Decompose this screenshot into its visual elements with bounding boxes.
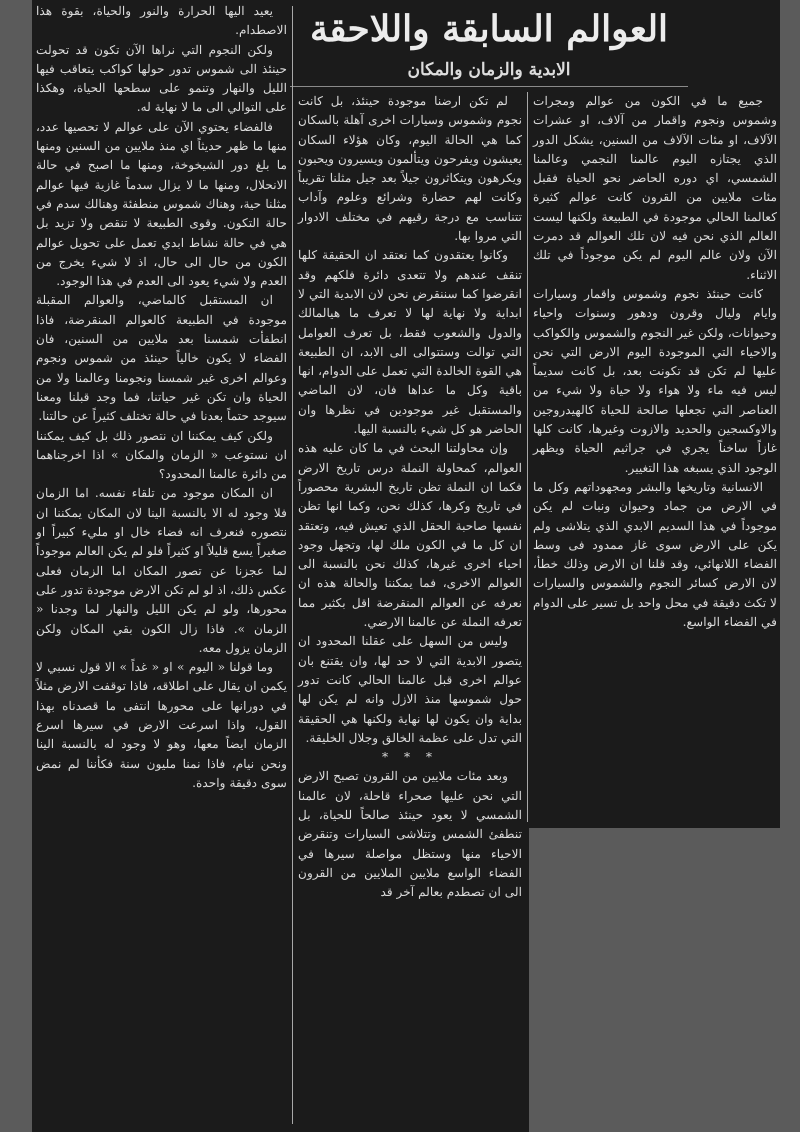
article-column-right	[533, 92, 777, 822]
headline-rule	[290, 86, 688, 87]
article-headline: العوالم السابقة واللاحقة	[309, 8, 669, 50]
paragraph: وكانوا يعتقدون كما نعتقد ان الحقيقة كلها تنقف عندهم ولا تتعدى دائرة فلكهم وقد انقرضوا كما سننقرض نحن لان الابدية التي لا ابداية ولا نهاية لها لا تعرف ما هيالمالك والدول والشعوب فقط، بل تعرف العوامل التي توالت وستتوالى الى الابد، ان الطبيعة هي القوة الخالدة التي تعمل على الدوام، انها باقية وكل ما عداها فان، لان الماضي والمستقبل غير موجودين في نظرها وان الحاضر هو كل شيء بالنسبة اليها.	[298, 248, 522, 437]
paragraph: يعيد اليها الحرارة والنور والحياة، بقوة هذا الاصطدام.	[36, 4, 287, 38]
paragraph: كانت حينئذ نجوم وشموس واقمار وسيارات وايام وليال وقرون ودهور وسنوات واحياء وحيوانات، ولكن غير النجوم والشموس والكواكب والاحياء التي الموجودة اليوم الارض التي نحن عليها لم تكن قد تكونت بعد، بل كانت سديماً ليس فيه ماء ولا هواء ولا حياة ولا شيء من العناصر التي تجعلها صالحة للحياة كالهيدروجين والاوكسجين والحديد والازوت وغيرها، كانت كلها غازاً ساخناً يجري في جراثيم الحياة ويظهر الوجود الذي يسبغه هذا التغيير.	[533, 286, 777, 475]
paragraph: وبعد مئات ملايين من القرون تصبح الارض التي نحن عليها صحراء قاحلة، لان عالمنا الشمسي لا يعود حينئذ صالحاً للحياة، بل تنطفئ الشمس وتتلاشى السيارات وتنقرض الاحياء منها وستظل مواصلة سيرها في الفضاء الواسع ملايين الملايين من القرون الى ان تصطدم بعالم آخر قد	[298, 769, 522, 900]
paragraph: الانسانية وتاريخها والبشر ومجهوداتهم وكل ما في الارض من جماد وحيوان ونبات لم يكن موجوداً في هذا السديم الابدي الذي يتلاشى ولم يكن على الارض سوى غاز ممدود فى وسط الفضاء اللانهائي، وقد قلنا ان الارض وذلك خطأ، لان الارض كسائر النجوم والشموس والسيارات لا تكث دقيقة في محل واحد بل تسير على الدوام في الفضاء الواسع.	[533, 479, 777, 630]
paragraph: ولكن كيف يمكننا ان نتصور ذلك بل كيف يمكننا ان نستوعب « الزمان والمكان » اذا اخرجناهما من دائرة عالمنا المحدود؟	[36, 428, 287, 482]
paragraph: ولكن النجوم التي نراها الآن تكون قد تحولت حينئذ الى شموس تدور حولها كواكب يتعاقب فيها الليل والنهار وتنمو على سطحها الحياة، وهكذا على التوالي الى ما لا نهاية له.	[36, 42, 287, 115]
article-column-middle	[298, 92, 522, 1124]
column-divider-right	[527, 92, 528, 822]
paragraph: جميع ما في الكون من عوالم ومجرات وشموس ونجوم واقمار من آلاف، او عشرات الآلاف، او مئات الآلاف من السنين، يشكل الدور الذي يجتازه اليوم عالمنا النجمي وعالمنا الشمسي، اي دوره الحاضر نحو الحياة فقبل مئات ملايين من القرون كانت عوالم كثيرة كعالمنا الحالي موجودة في الطبيعة ولكنها ليست العالم الذي نحن فيه لان تلك العوالم قد دمرت الآن ولان عالم اليوم لم يكن موجوداً في تلك الاثناء.	[533, 94, 777, 282]
paragraph: فالفضاء يحتوي الآن على عوالم لا تحصيها عدد، منها ما ظهر حديثاً اي منذ ملايين من السنين ومنها ما بلغ دور الشيخوخة، ومنها ما اصبح في حالة الانحلال، ومنها ما لا يزال سدماً غازية فيها عوالم مثلنا حية، وهناك شموس منطفئة وهنالك سدم في حالة التكون. وقوى الطبيعة لا تنقص ولا تزيد بل هي في حالة نشاط ابدي تعمل على تحويل عوالم الكون من حال الى حال، اذ لا شيء يخرج من العدم ولا شيء يعود الى العدم في هذا الوجود.	[36, 119, 287, 289]
paragraph: وإن محاولتنا البحث في ما كان عليه هذه العوالم، كمحاولة النملة درس تاريخ الارض فكما ان النملة تظن تاريخ البشرية محصوراً في تاريخ وكرها، كذلك نحن، وكما انها تظن نفسها صاحبة الحقل الذي تعيش فيه، وتعتقد ان كل ما في الكون ملك لها، وتجهل وجود احياء اخرى غيرها، كذلك نحن بالنسبة الى العوالم الاخرى، فما يمكننا والحالة هذه ان نعرفه عن العوالم المنقرضة اقل بكثير مما تعرفه النملة عن عالمنا الارضي.	[298, 441, 522, 630]
paragraph: لم تكن ارضنا موجودة حينئذ، بل كانت نجوم وشموس وسيارات اخرى آهلة بالسكان كما هي الحالة اليوم، وكان هؤلاء السكان يعيشون ويفرحون ويتألمون ويسيرون ويحبون ويكرهون ويتكاثرون جيلاً بعد جيل مثلنا تقريباً وكانت لهم حضارة وشرائع وعلوم وآداب تتناسب مع درجة رقيهم في مختلف الادوار التي مروا بها.	[298, 94, 522, 244]
section-separator-stars: * * *	[381, 750, 439, 765]
article-column-left	[36, 2, 287, 1126]
paragraph: وما قولنا « اليوم » او « غداً » الا قول نسبي لا يكمن ان يقال على اطلاقه، فاذا توقفت الارض مثلاً في دورانها على محورها انتفى ما قصدناه بهذا القول، واذا اسرعت الارض في سيرها اسرع الزمان ايضاً معها، وهو لا وجود له بالنسبة الينا ونحن نيام، فاذا نمنا مليون سنة فكأننا لم نمض سوى دقيقة واحدة.	[36, 660, 287, 790]
paragraph: ان المكان موجود من تلقاء نفسه. اما الزمان فلا وجود له الا بالنسبة الينا لان المكان يمكننا ان نتصوره فنعرف انه فضاء خال او مليء كبيراً او صغيراً يسع قليلاً او كثيراً فلو لم يكن العالم موجوداً لما عجزنا عن تصور المكان اما الزمان فعلى عكس ذلك، اذ لو لم تكن الارض موجودة تدور على محورها، ولو لم يكن الليل والنهار لما وجدنا « الزمان ». فاذا زال الكون بقي المكان ولكن الزمان يزول معه.	[36, 486, 287, 655]
paragraph: ان المستقبل كالماضي، والعوالم المقبلة موجودة في الطبيعة كالعوالم المنقرضة، فاذا انطفأت شمسنا بعد ملايين من السنين، فان الفضاء لا يكون خالياً حينئذ من شموس ونجوم وعوالم اخرى غير شمسنا ونجومنا وعالمنا ولا من الحياة وان تكن غير حياتنا، فما وجد قبلنا ومعنا سيوجد حتماً بعدنا في حالة تختلف كثيراً عن حالتنا.	[36, 293, 287, 424]
paragraph: وليس من السهل على عقلنا المحدود ان يتصور الابدية التي لا حد لها، وان يقتنع بان عوالم اخرى قبل عالمنا الحالي كانت تدور حول شموسها منذ الازل وانه لم يكن لها بداية وان يكون لها نهاية ولكنها هي الحقيقة التي تدل على عظمة الخالق وجلال الخليقة.	[298, 634, 522, 745]
article-subheadline: الابدية والزمان والمكان	[407, 60, 571, 80]
column-divider-left	[292, 6, 293, 1124]
